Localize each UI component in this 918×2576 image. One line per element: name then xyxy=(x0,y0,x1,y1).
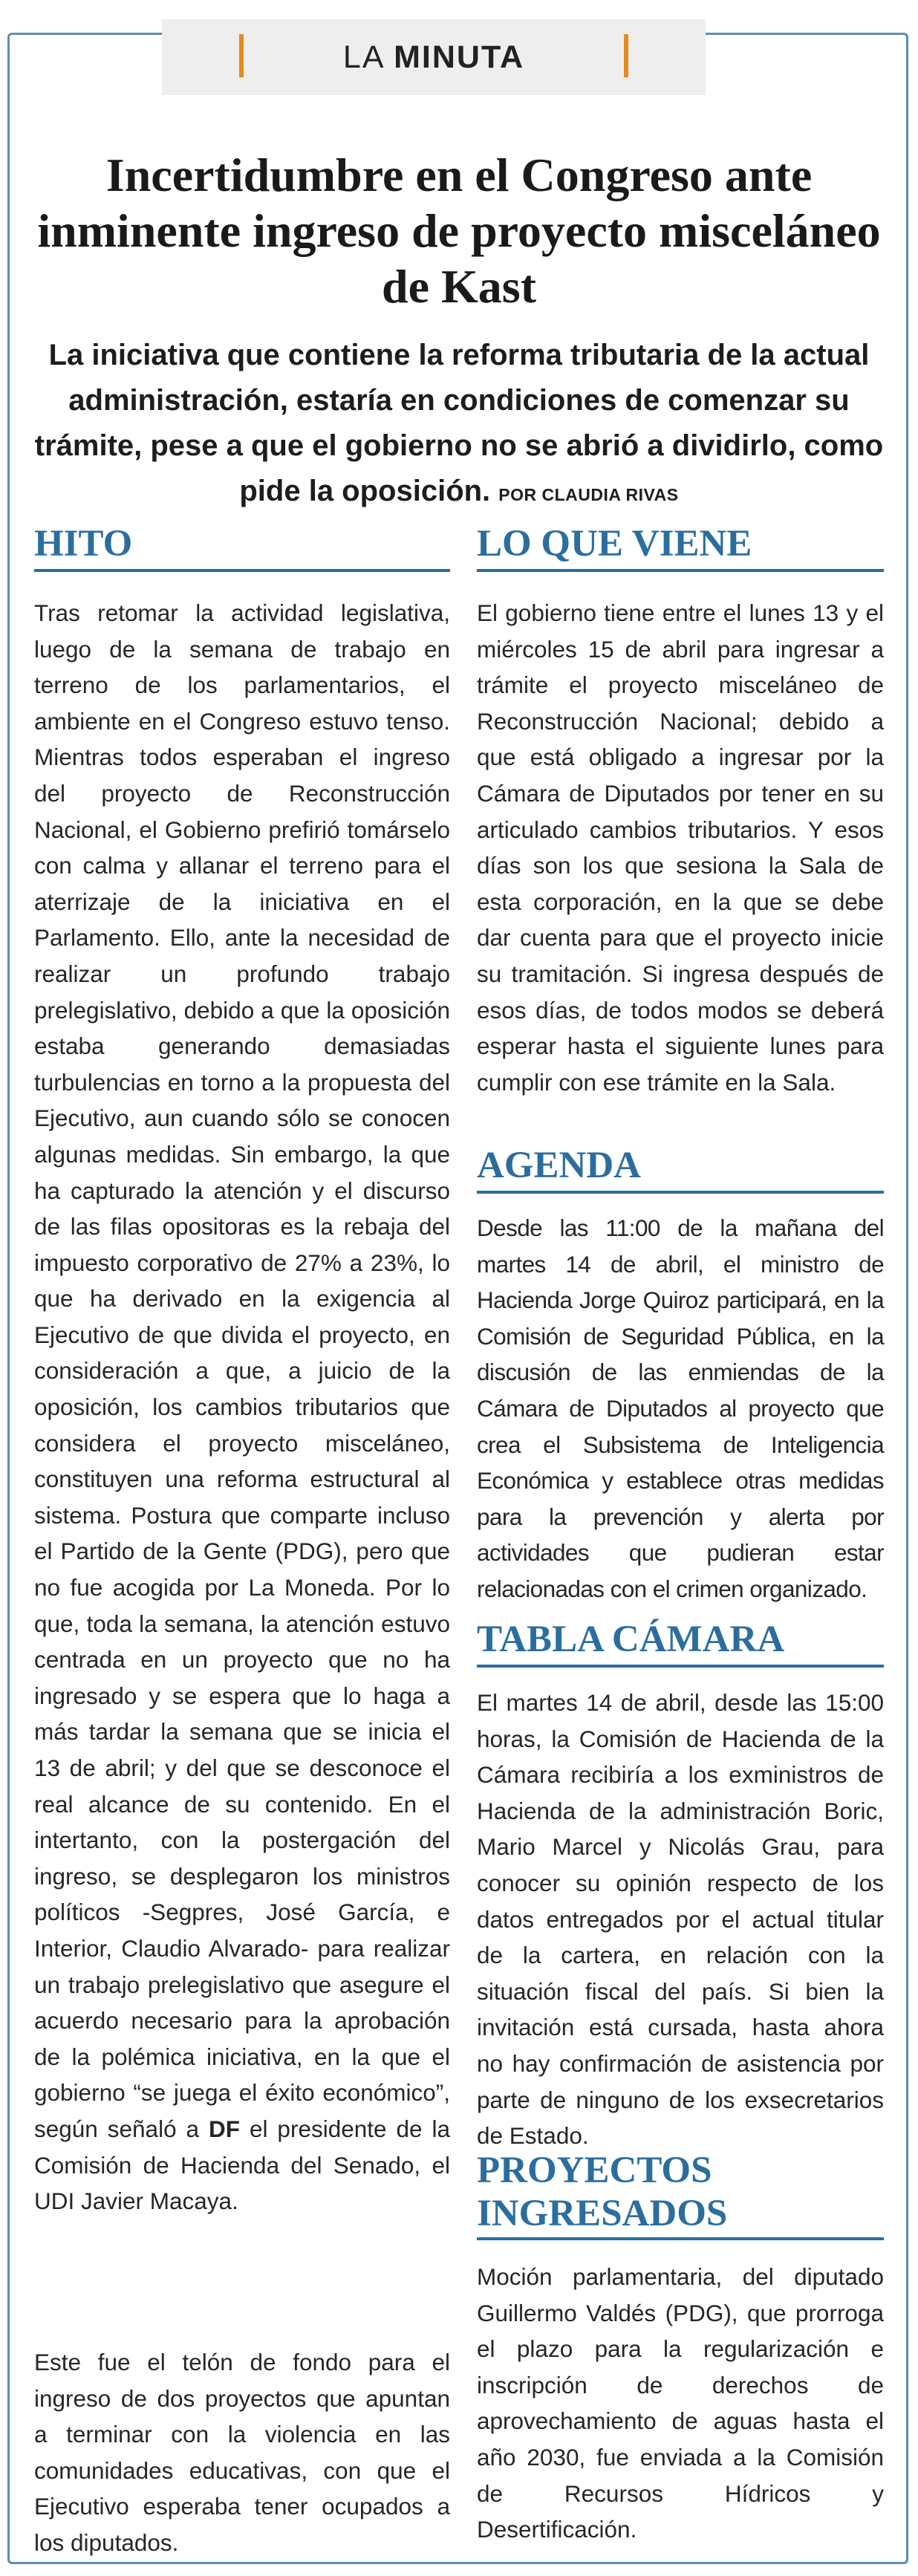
lede xyxy=(30,333,888,518)
tabla-camara-rule xyxy=(477,1665,884,1668)
tabla-camara-body: El martes 14 de abril, desde las 15:00 horas, la Comisión de Hacienda de la Cámara recibiría a los exministros de Hacienda de la administración Boric, Mario Marcel y Nicolás Grau, para conocer su opinión respecto de los datos entregados por el actual titular de la cartera, en relación con la situación fiscal del país. Si bien la invitación está cursada, hasta ahora no hay confirmación de asistencia por parte de ninguno de los exsecretarios de Estado. xyxy=(477,1689,884,2150)
agenda-rule xyxy=(477,1191,884,1194)
lo-que-viene-rule xyxy=(477,569,884,572)
badge-word: MINUTA xyxy=(394,39,525,75)
proyectos-rule xyxy=(477,2237,884,2240)
proyectos-body: Moción parlamentaria, del diputado Guillermo Valdés (PDG), que prorroga el plazo para la regularización e inscripción de derechos de aprovechamiento de aguas hasta el año 2030, fue enviada a la Comisión de Recursos Hídricos y Desertificación. xyxy=(477,2263,884,2543)
tabla-camara-title: TABLA CÁMARA xyxy=(477,1619,785,1660)
lede-text: La iniciativa que contiene la reforma tributaria de la actual administración, estaría en condiciones de comenzar su trámite, pese a que el gobierno no se abrió a dividirlo, como pide la oposición. xyxy=(34,339,884,507)
lo-que-viene-body: El gobierno tiene entre el lunes 13 y el miércoles 15 de abril para ingresar a trámite el proyecto misceláneo de Reconstrucción Nacional; debido a que está obligado a ingresar por la Cámara de Diputados por tener en su articulado cambios tributarios. Y esos días son los que sesiona la Sala de esta corporación, en la que se debe dar cuenta para que el proyecto inicie su tramitación. Si ingresa después de esos días, de todos modos se deberá esperar hasta el siguiente lunes para cumplir con ese trámite en la Sala. xyxy=(477,599,884,1096)
headline: Incertidumbre en el Congreso ante inminente ingreso de proyecto misceláneo de Kast xyxy=(37,149,881,313)
hito-text-1: Tras retomar la actividad legislativa, luego de la semana de trabajo en terreno de los parlamentarios, el ambiente en el Congreso estuvo tenso. Mientras todos esperaban el ingreso del proyecto de Reconstrucción Nacional, el Gobierno prefirió tomárselo con calma y allanar el terreno para el aterrizaje de la iniciativa en el Parlamento. Ello, ante la necesidad de realizar un profundo trabajo prelegislativo, debido a que la oposición estaba generando demasiadas turbulencias en torno a la propuesta del Ejecutivo, aun cuando sólo se conocen algunas medidas. Sin embargo, la que ha capturado la atención y el discurso de las filas opositoras es la rebaja del impuesto corporativo de 27% a 23%, lo que ha derivado en la exigencia al Ejecutivo de que divida el proyecto, en consideración a que, a juicio de la oposición, los cambios tributarios que considera el proyecto misceláneo, constituyen una reforma estructural al sistema. Postura que comparte incluso el Partido de la Gente (PDG), pero que no fue acogida por La Moneda. Por lo que, toda la semana, la atención estuvo centrada en un proyecto que no ha ingresado y se espera que lo haga a más tardar la semana que se inicia el 13 de abril; y del que se desconoce el real alcance de su contenido. En el intertanto, con la postergación del ingreso, se desplegaron los ministros políticos -Segpres, José García, e Interior, Claudio Alvarado- para realizar un trabajo prelegislativo que asegure el acuerdo necesario para la aprobación de la polémica iniciativa, en la que el gobierno “se juega el éxito económico”, según señaló a xyxy=(34,599,450,2142)
hito-body xyxy=(34,595,450,2219)
hito-title: HITO xyxy=(34,523,133,565)
proyectos-title xyxy=(477,2149,727,2235)
proyectos-title-line-1: PROYECTOS xyxy=(477,2150,712,2191)
badge-accent-left xyxy=(239,34,244,77)
badge-label xyxy=(343,39,524,76)
badge-accent-right xyxy=(624,34,628,77)
hito-text-2: el presidente de la Comisión de Hacienda del Senado, el UDI Javier Macaya. xyxy=(34,2115,450,2215)
section-badge xyxy=(162,19,706,95)
proyectos-title-line-2: INGRESADOS xyxy=(477,2193,728,2234)
badge-prefix: LA xyxy=(342,39,394,75)
byline: POR CLAUDIA RIVAS xyxy=(498,485,679,504)
hito-df: DF xyxy=(209,2115,241,2142)
agenda-body: Desde las 11:00 de la mañana del martes 14 de abril, el ministro de Hacienda Jorge Quiroz participará, en la Comisión de Seguridad Pública, en la discusión de las enmiendas de la Cámara de Diputados al proyecto que crea el Subsistema de Inteligencia Económica y establece otras medidas para la prevención y alerta por actividades que pudieran estar relacionadas con el crimen organizado. xyxy=(477,1214,884,1602)
agenda-title: AGENDA xyxy=(477,1145,642,1186)
hito-body-2: Este fue el telón de fondo para el ingreso de dos proyectos que apuntan a terminar con la violencia en las comunidades educativas, con que el Ejecutivo esperaba tener ocupados a los diputados. xyxy=(34,2349,450,2556)
hito-rule xyxy=(34,569,450,572)
lo-que-viene-title: LO QUE VIENE xyxy=(477,523,752,565)
